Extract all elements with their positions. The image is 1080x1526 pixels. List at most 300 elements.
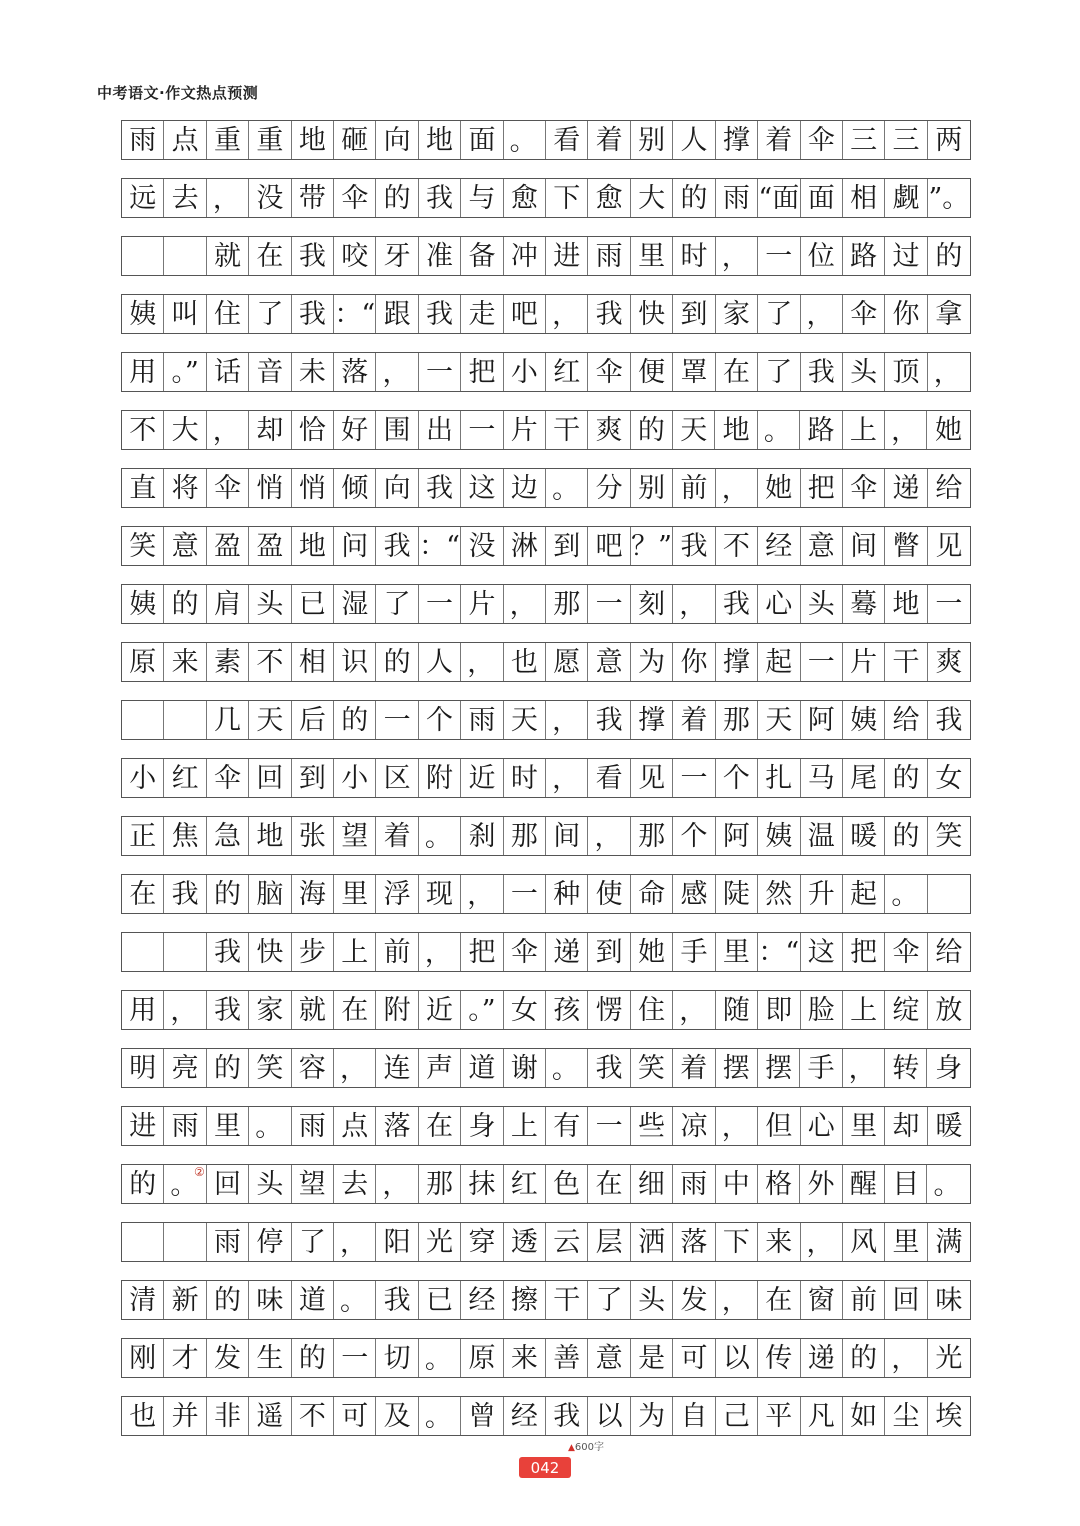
grid-cell: 片 [504, 411, 546, 449]
grid-cell: 把 [843, 933, 885, 971]
grid-cell: ？” [631, 527, 673, 565]
grid-cell [122, 701, 164, 739]
grid-cell: 一 [419, 353, 461, 391]
grid-cell: 笑 [249, 1049, 291, 1087]
grid-cell: 不 [249, 643, 291, 681]
grid-cell: 愈 [504, 179, 546, 217]
grid-cell: 上 [504, 1107, 546, 1145]
grid-cell: 雨 [716, 179, 758, 217]
grid-cell: 意 [801, 527, 843, 565]
grid-cell: 伞 [504, 933, 546, 971]
grid-cell: 。 [249, 1107, 291, 1145]
grid-cell: 但 [758, 1107, 800, 1145]
grid-cell: 问 [334, 527, 376, 565]
grid-cell: 进 [546, 237, 588, 275]
grid-cell: 一 [504, 875, 546, 913]
grid-row [121, 1106, 971, 1146]
grid-cell: 去 [164, 179, 206, 217]
grid-cell: 愿 [546, 643, 588, 681]
grid-cell: 暖 [843, 817, 885, 855]
grid-cell: 地 [885, 585, 927, 623]
grid-cell: ， [716, 237, 758, 275]
grid-cell: 跟 [376, 295, 418, 333]
grid-cell: 尘 [885, 1397, 927, 1435]
grid-cell: 位 [801, 237, 843, 275]
grid-cell: 头 [843, 353, 885, 391]
grid-cell: 意 [588, 1339, 630, 1377]
grid-cell: 我 [376, 527, 418, 565]
grid-cell: 上 [843, 411, 885, 449]
grid-cell: 命 [631, 875, 673, 913]
grid-cell: 陡 [716, 875, 758, 913]
grid-cell: 撑 [716, 643, 758, 681]
grid-cell: 给 [935, 936, 963, 968]
grid-cell: 走 [461, 295, 503, 333]
grid-cell: 的 [376, 179, 418, 217]
grid-cell: 细 [631, 1165, 673, 1203]
grid-cell: 爽 [588, 411, 630, 449]
grid-cell: 停 [249, 1223, 291, 1261]
grid-cell: 你 [885, 295, 927, 333]
grid-cell: 家 [716, 295, 758, 333]
grid-cell: 近 [461, 759, 503, 797]
grid-cell: 正 [122, 817, 164, 855]
grid-cell: 洒 [631, 1223, 673, 1261]
grid-cell: 的 [207, 1281, 249, 1319]
grid-cell: 马 [801, 759, 843, 797]
grid-cell: 一 [461, 411, 503, 449]
grid-cell: 砸 [334, 121, 376, 159]
grid-cell: ， [207, 411, 249, 449]
grid-cell: 准 [419, 237, 461, 275]
grid-cell: 在 [249, 237, 291, 275]
grid-cell: 一 [334, 1339, 376, 1377]
grid-cell: 我 [673, 527, 715, 565]
grid-cell: 大 [164, 411, 206, 449]
grid-cell: 亮 [164, 1049, 206, 1087]
grid-row [121, 1164, 971, 1204]
grid-cell: 却 [249, 411, 291, 449]
grid-cell: 雨 [164, 1107, 206, 1145]
grid-cell: 点 [334, 1107, 376, 1145]
grid-cell: 伞 [801, 121, 843, 159]
grid-cell: 别 [631, 121, 673, 159]
grid-cell: 风 [843, 1223, 885, 1261]
grid-cell: 醒 [843, 1165, 885, 1203]
grid-cell: 一 [588, 585, 630, 623]
word-count-marker [568, 1438, 604, 1453]
grid-row [121, 1396, 971, 1436]
grid-cell: 点 [164, 121, 206, 159]
grid-cell: ， [546, 295, 588, 333]
grid-cell: 笑 [122, 527, 164, 565]
grid-cell: 窗 [801, 1281, 843, 1319]
grid-cell: 她 [758, 469, 800, 507]
grid-cell: 盈 [207, 527, 249, 565]
grid-cell: 冲 [504, 237, 546, 275]
grid-cell: 在 [758, 1281, 800, 1319]
grid-cell: 来 [164, 643, 206, 681]
triangle-icon: ▲ [568, 1443, 575, 1453]
grid-cell: 已 [419, 1281, 461, 1319]
grid-cell: 是 [631, 1339, 673, 1377]
grid-cell: 住 [631, 991, 673, 1029]
grid-cell: 步 [292, 933, 334, 971]
grid-cell: 这 [461, 469, 503, 507]
grid-row [121, 410, 971, 450]
grid-row [121, 178, 971, 218]
grid-cell: 撑 [631, 701, 673, 739]
grid-cell [164, 933, 206, 971]
grid-cell: 擦 [504, 1281, 546, 1319]
grid-cell: 不 [292, 1397, 334, 1435]
grid-cell: 出 [419, 411, 461, 449]
grid-cell: 姨 [122, 585, 164, 623]
grid-cell: 的 [935, 240, 963, 272]
grid-cell: ， [376, 353, 418, 391]
grid-cell: 孩 [546, 991, 588, 1029]
grid-cell: ， [673, 585, 715, 623]
grid-cell [928, 875, 970, 913]
grid-cell: 大 [631, 179, 673, 217]
grid-row [121, 990, 971, 1030]
grid-cell: 也 [122, 1397, 164, 1435]
grid-cell: 一 [758, 237, 800, 275]
grid-cell: 切 [376, 1339, 418, 1377]
grid-cell: 传 [758, 1339, 800, 1377]
grid-cell: 相 [292, 643, 334, 681]
grid-cell: 来 [504, 1339, 546, 1377]
grid-cell: 。 [885, 875, 927, 913]
grid-cell: 我 [207, 933, 249, 971]
grid-cell: ， [885, 411, 927, 449]
grid-cell: 一 [935, 588, 963, 620]
grid-cell: 容 [292, 1049, 334, 1087]
grid-cell: 伞 [207, 469, 249, 507]
grid-cell: 来 [758, 1223, 800, 1261]
grid-cell: 摆 [716, 1049, 758, 1087]
grid-cell: 味 [249, 1281, 291, 1319]
grid-row [121, 758, 971, 798]
grid-cell: 片 [461, 585, 503, 623]
grid-cell: 淋 [504, 527, 546, 565]
grid-cell: 经 [758, 527, 800, 565]
grid-cell: 我 [376, 1281, 418, 1319]
grid-cell: 的 [122, 1165, 164, 1203]
grid-cell: 素 [207, 643, 249, 681]
grid-cell: 回 [885, 1281, 927, 1319]
grid-cell: 雨 [292, 1107, 334, 1145]
grid-cell: 间 [843, 527, 885, 565]
grid-cell: ， [716, 469, 758, 507]
grid-cell: 去 [334, 1165, 376, 1203]
grid-cell: 望 [292, 1165, 334, 1203]
grid-cell: 。 [933, 1170, 961, 1201]
grid-cell: 与 [461, 179, 503, 217]
grid-cell: 抹 [461, 1165, 503, 1203]
grid-cell: ：“ [758, 933, 800, 971]
grid-cell: 就 [207, 237, 249, 275]
grid-cell: 起 [758, 643, 800, 681]
grid-cell: 头 [249, 1165, 291, 1203]
grid-cell: ， [376, 1165, 418, 1203]
grid-cell: 把 [801, 469, 843, 507]
grid-cell: 层 [588, 1223, 630, 1261]
grid-cell: ， [801, 295, 843, 333]
grid-cell: 。 [419, 817, 461, 855]
grid-row [121, 468, 971, 508]
grid-cell: 在 [122, 875, 164, 913]
grid-cell: 雨 [673, 1165, 715, 1203]
grid-cell: ， [334, 1223, 376, 1261]
grid-cell: 音 [249, 353, 291, 391]
grid-cell: 恰 [292, 411, 334, 449]
grid-cell: 扎 [758, 759, 800, 797]
grid-cell: 。” [461, 991, 503, 1029]
grid-cell: 雨 [122, 121, 164, 159]
grid-cell: 她 [935, 414, 963, 446]
grid-cell: 姨 [122, 295, 164, 333]
word-count-label: 600字 [574, 1442, 605, 1453]
grid-cell: ：“ [419, 527, 461, 565]
grid-cell: 满 [935, 1226, 963, 1258]
grid-cell: 面 [801, 179, 843, 217]
grid-cell: 两 [935, 124, 963, 156]
grid-cell: 现 [419, 875, 461, 913]
grid-cell: 道 [292, 1281, 334, 1319]
grid-cell: 悄 [292, 469, 334, 507]
grid-cell: 到 [292, 759, 334, 797]
grid-cell: 发 [207, 1339, 249, 1377]
grid-cell: 她 [631, 933, 673, 971]
grid-cell: 肩 [207, 585, 249, 623]
grid-cell: 着 [376, 817, 418, 855]
grid-cell: 那 [631, 817, 673, 855]
grid-cell: ， [588, 817, 630, 855]
grid-cell: 一 [419, 585, 461, 623]
grid-cell: 海 [292, 875, 334, 913]
grid-cell: 以 [588, 1397, 630, 1435]
grid-cell: 张 [292, 817, 334, 855]
grid-cell: 格 [758, 1165, 800, 1203]
grid-cell: 的 [207, 875, 249, 913]
grid-cell: 我 [546, 1397, 588, 1435]
grid-cell: 在 [716, 353, 758, 391]
grid-cell: 里 [843, 1107, 885, 1145]
grid-cell: 红 [164, 759, 206, 797]
grid-cell: ， [504, 585, 546, 623]
grid-cell: ， [801, 1223, 843, 1261]
grid-cell: 凉 [673, 1107, 715, 1145]
grid-cell: 些 [631, 1107, 673, 1145]
grid-cell [122, 237, 164, 275]
grid-cell: 个 [673, 817, 715, 855]
grid-cell: 见 [935, 530, 963, 562]
grid-cell: 手 [673, 933, 715, 971]
grid-cell: 雨 [461, 701, 503, 739]
grid-cell: 三 [843, 121, 885, 159]
grid-cell [164, 1223, 206, 1261]
grid-cell: 天 [758, 701, 800, 739]
grid-cell: 头 [801, 585, 843, 623]
grid-cell: ， [546, 759, 588, 797]
grid-cell: 遥 [249, 1397, 291, 1435]
grid-cell: 绽 [885, 991, 927, 1029]
grid-cell: 上 [843, 991, 885, 1029]
grid-cell: 目 [885, 1165, 927, 1203]
grid-cell: ， [207, 179, 249, 217]
grid-cell: 住 [207, 295, 249, 333]
grid-cell: 地 [292, 527, 334, 565]
grid-cell: 种 [546, 875, 588, 913]
grid-cell: 在 [419, 1107, 461, 1145]
grid-cell: 给 [885, 701, 927, 739]
grid-cell: ， [419, 933, 461, 971]
grid-cell: 我 [588, 295, 630, 333]
grid-cell: 重 [249, 121, 291, 159]
grid-cell: 我 [935, 704, 963, 736]
grid-cell: 着 [588, 121, 630, 159]
grid-cell: 发 [673, 1281, 715, 1319]
grid-cell: ， [461, 875, 503, 913]
grid-cell: 声 [419, 1049, 461, 1087]
grid-cell: 那 [546, 585, 588, 623]
grid-row [121, 294, 971, 334]
grid-cell: 可 [334, 1397, 376, 1435]
grid-cell: 的 [334, 701, 376, 739]
grid-cell [164, 701, 206, 739]
grid-cell: 地 [249, 817, 291, 855]
grid-cell: 时 [504, 759, 546, 797]
grid-cell: 。” [164, 353, 206, 391]
grid-cell: 见 [631, 759, 673, 797]
grid-cell: 。 [546, 469, 588, 507]
grid-cell: 也 [504, 643, 546, 681]
grid-cell: 光 [935, 1342, 963, 1374]
grid-cell: 阿 [801, 701, 843, 739]
grid-cell: 爽 [935, 646, 963, 678]
grid-cell: 尾 [843, 759, 885, 797]
grid-cell: 生 [249, 1339, 291, 1377]
grid-cell: 升 [801, 875, 843, 913]
grid-cell: 拿 [935, 298, 963, 330]
grid-cell: 地 [419, 121, 461, 159]
grid-cell: 别 [631, 469, 673, 507]
grid-cell: 女 [935, 762, 963, 794]
grid-cell: 我 [207, 991, 249, 1029]
grid-cell: ， [546, 701, 588, 739]
grid-row [121, 1222, 971, 1262]
grid-cell: 埃 [935, 1400, 963, 1432]
grid-cell: 向 [376, 121, 418, 159]
grid-cell: 雨 [588, 237, 630, 275]
grid-cell: 附 [419, 759, 461, 797]
grid-row [121, 1338, 971, 1378]
grid-cell: 干 [546, 1281, 588, 1319]
grid-cell: 区 [376, 759, 418, 797]
grid-row [121, 236, 971, 276]
grid-cell: 的 [164, 585, 206, 623]
grid-cell: ：“ [334, 295, 376, 333]
grid-cell: 温 [801, 817, 843, 855]
grid-cell: 那 [504, 817, 546, 855]
grid-cell: 的 [292, 1339, 334, 1377]
grid-cell: 附 [376, 991, 418, 1029]
grid-cell: 不 [122, 411, 164, 449]
grid-cell: 给 [935, 472, 963, 504]
grid-cell: 。 [546, 1049, 588, 1087]
grid-cell: 急 [207, 817, 249, 855]
page-number-badge: 042 [519, 1457, 571, 1478]
grid-cell: 家 [249, 991, 291, 1029]
grid-cell: 向 [376, 469, 418, 507]
grid-cell: 到 [546, 527, 588, 565]
grid-cell [164, 237, 206, 275]
grid-cell: ， [673, 991, 715, 1029]
grid-cell: ”。 [928, 182, 970, 214]
grid-cell: 就 [292, 991, 334, 1029]
grid-cell: 。 [758, 411, 800, 449]
grid-cell: 小 [122, 759, 164, 797]
grid-cell: 未 [292, 353, 334, 391]
grid-cell: 红 [504, 1165, 546, 1203]
grid-row [121, 584, 971, 624]
grid-cell: 我 [419, 469, 461, 507]
grid-cell: 明 [122, 1049, 164, 1087]
grid-cell: 过 [885, 237, 927, 275]
grid-cell: 姨 [843, 701, 885, 739]
grid-cell: 却 [885, 1107, 927, 1145]
grid-row [121, 700, 971, 740]
grid-cell: 光 [419, 1223, 461, 1261]
grid-cell: 了 [758, 295, 800, 333]
grid-cell: 善 [546, 1339, 588, 1377]
grid-cell: 边 [504, 469, 546, 507]
grid-cell: 。 [504, 121, 546, 159]
grid-cell: 我 [716, 585, 758, 623]
grid-cell: 身 [935, 1052, 963, 1084]
grid-cell: 吧 [504, 295, 546, 333]
grid-cell: 以 [716, 1339, 758, 1377]
grid-cell: 着 [758, 121, 800, 159]
grid-cell: 感 [673, 875, 715, 913]
grid-cell: 我 [292, 295, 334, 333]
grid-cell: 穿 [461, 1223, 503, 1261]
grid-cell: 用 [122, 991, 164, 1029]
grid-cell [122, 1223, 164, 1261]
grid-cell: 递 [885, 469, 927, 507]
grid-cell: 原 [461, 1339, 503, 1377]
grid-cell: 雨 [207, 1223, 249, 1261]
grid-cell: 落 [334, 353, 376, 391]
grid-cell: 吧 [588, 527, 630, 565]
grid-cell: 道 [461, 1049, 503, 1087]
grid-cell: 后 [292, 701, 334, 739]
grid-cell: 。 ② [164, 1165, 206, 1203]
grid-row [121, 1280, 971, 1320]
grid-cell: 清 [122, 1281, 164, 1319]
grid-cell: 落 [673, 1223, 715, 1261]
grid-cell: 用 [122, 353, 164, 391]
grid-cell: 话 [207, 353, 249, 391]
grid-cell: 直 [122, 469, 164, 507]
grid-cell: ， [334, 1049, 376, 1087]
grid-cell: 湿 [334, 585, 376, 623]
grid-cell: 心 [758, 585, 800, 623]
grid-cell: 暖 [935, 1110, 963, 1142]
grid-cell: ， [933, 358, 961, 389]
grid-cell: 如 [843, 1397, 885, 1435]
